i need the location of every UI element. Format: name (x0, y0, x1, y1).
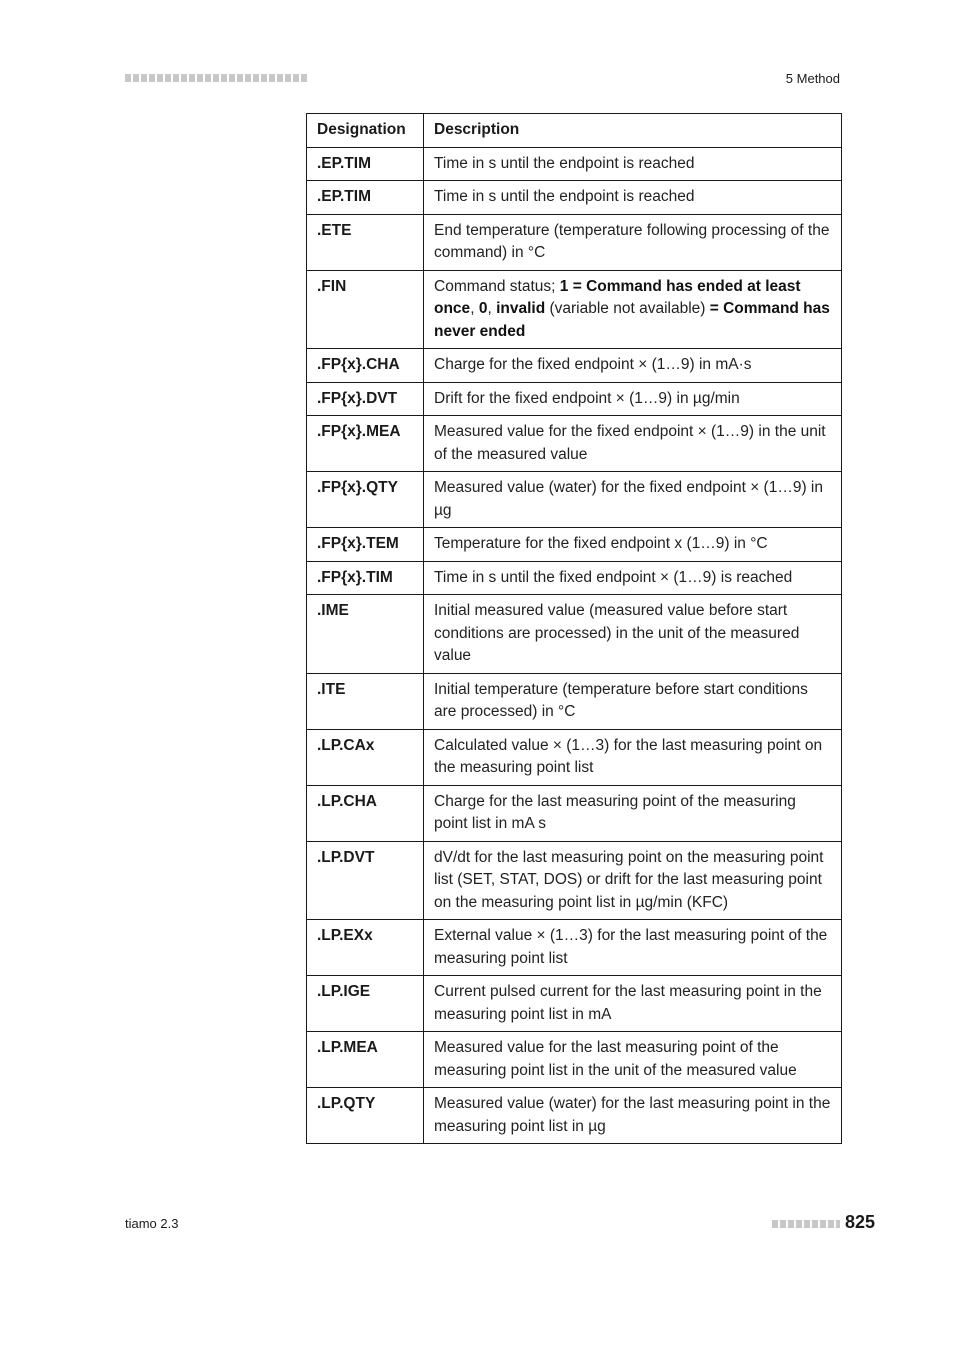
designation-cell: .FP{x}.TEM (307, 528, 424, 562)
chapter-title: 5 Method (785, 71, 840, 86)
description-cell (424, 181, 842, 215)
description-segment: invalid (496, 300, 546, 317)
description-segment: External value × (1…3) for the last measuring point of the measuring point list (434, 927, 828, 967)
table-body (307, 147, 842, 1144)
description-segment: , (470, 300, 479, 317)
designation-cell: .ITE (307, 673, 424, 729)
table-header-row (307, 114, 842, 148)
table-row (307, 214, 842, 270)
description-segment: Drift for the fixed endpoint × (1…9) in µg/min (434, 389, 740, 407)
description-segment: Measured value for the last measuring point of the measuring point list in the unit of the measured value (434, 1039, 797, 1079)
description-segment: Time in s until the fixed endpoint × (1…9) is reached (434, 568, 793, 586)
table-row (307, 528, 842, 562)
table-row (307, 1088, 842, 1144)
description-segment: 1 = Command has ended at least once (434, 277, 801, 317)
description-segment: = Command has never ended (434, 300, 830, 340)
description-segment: (variable not available) (545, 300, 710, 317)
table-row (307, 673, 842, 729)
page-number: 825 (845, 1212, 876, 1232)
description-cell (424, 1032, 842, 1088)
description-cell (424, 785, 842, 841)
description-cell (424, 147, 842, 181)
description-segment: Calculated value × (1…3) for the last measuring point on the measuring point list (434, 736, 823, 776)
column-header-designation: Designation (307, 114, 424, 148)
description-segment: Current pulsed current for the last measuring point in the measuring point list in mA (434, 983, 822, 1023)
table-row (307, 181, 842, 215)
designation-cell: .LP.IGE (307, 976, 424, 1032)
table-row (307, 976, 842, 1032)
table-row (307, 785, 842, 841)
description-segment: Charge for the fixed endpoint × (1…9) in mA·s (434, 356, 752, 373)
description-segment: , (487, 300, 497, 317)
description-segment: Time in s until the endpoint is reached (434, 154, 695, 172)
description-cell (424, 270, 842, 349)
designation-cell: .FP{x}.QTY (307, 472, 424, 528)
table-row (307, 270, 842, 349)
designation-cell: .FP{x}.TIM (307, 561, 424, 595)
footer-decoration (772, 1220, 840, 1228)
description-cell (424, 976, 842, 1032)
description-segment: Charge for the last measuring point of the measuring point list in mA s (434, 792, 796, 832)
designation-cell: .EP.TIM (307, 181, 424, 215)
designation-cell: .LP.CHA (307, 785, 424, 841)
description-segment: dV/dt for the last measuring point on the measuring point list (SET, STAT, DOS) or drift for the last measuring point on the measuring point list in µg/min (KFC) (434, 848, 824, 911)
designation-cell: .ETE (307, 214, 424, 270)
description-segment: Temperature for the fixed endpoint x (1…9) in °C (434, 535, 768, 552)
description-cell (424, 472, 842, 528)
description-segment: Initial measured value (measured value before start conditions are processed) in the unit of the measured value (434, 602, 800, 664)
description-segment: Measured value for the fixed endpoint × (1…9) in the unit of the measured value (434, 423, 826, 463)
designation-table (306, 113, 842, 1144)
table-row (307, 416, 842, 472)
description-segment: 0 (478, 300, 488, 317)
designation-cell: .LP.CAx (307, 729, 424, 785)
table-row (307, 1032, 842, 1088)
table-row (307, 349, 842, 383)
table-row (307, 595, 842, 674)
description-cell (424, 595, 842, 674)
designation-cell: .LP.QTY (307, 1088, 424, 1144)
description-segment: Measured value (water) for the last measuring point in the measuring point list in µg (434, 1095, 831, 1135)
description-segment: Initial temperature (temperature before start conditions are processed) in °C (434, 680, 808, 720)
description-cell (424, 561, 842, 595)
designation-cell: .LP.MEA (307, 1032, 424, 1088)
designation-table-container (306, 113, 841, 1144)
header-decoration (125, 74, 307, 82)
table-row (307, 147, 842, 181)
table-row (307, 841, 842, 920)
column-header-description: Description (424, 114, 842, 148)
description-segment: End temperature (temperature following processing of the command) in °C (434, 221, 830, 261)
designation-cell: .EP.TIM (307, 147, 424, 181)
designation-cell: .FP{x}.MEA (307, 416, 424, 472)
description-cell (424, 1088, 842, 1144)
designation-cell: .FP{x}.CHA (307, 349, 424, 383)
table-row (307, 920, 842, 976)
table-row (307, 382, 842, 416)
description-cell (424, 841, 842, 920)
description-cell (424, 349, 842, 383)
footer-product-name: tiamo 2.3 (125, 1216, 179, 1231)
designation-cell: .IME (307, 595, 424, 674)
description-cell (424, 673, 842, 729)
description-cell (424, 920, 842, 976)
description-segment: Measured value (water) for the fixed endpoint × (1…9) in µg (434, 479, 823, 519)
table-row (307, 472, 842, 528)
designation-cell: .FP{x}.DVT (307, 382, 424, 416)
description-cell (424, 416, 842, 472)
description-cell (424, 528, 842, 562)
designation-cell: .LP.DVT (307, 841, 424, 920)
description-segment: Time in s until the endpoint is reached (434, 188, 695, 205)
description-cell (424, 214, 842, 270)
designation-cell: .FIN (307, 270, 424, 349)
description-segment: Command status; (434, 277, 560, 295)
table-row (307, 729, 842, 785)
description-cell (424, 729, 842, 785)
table-row (307, 561, 842, 595)
description-cell (424, 382, 842, 416)
designation-cell: .LP.EXx (307, 920, 424, 976)
